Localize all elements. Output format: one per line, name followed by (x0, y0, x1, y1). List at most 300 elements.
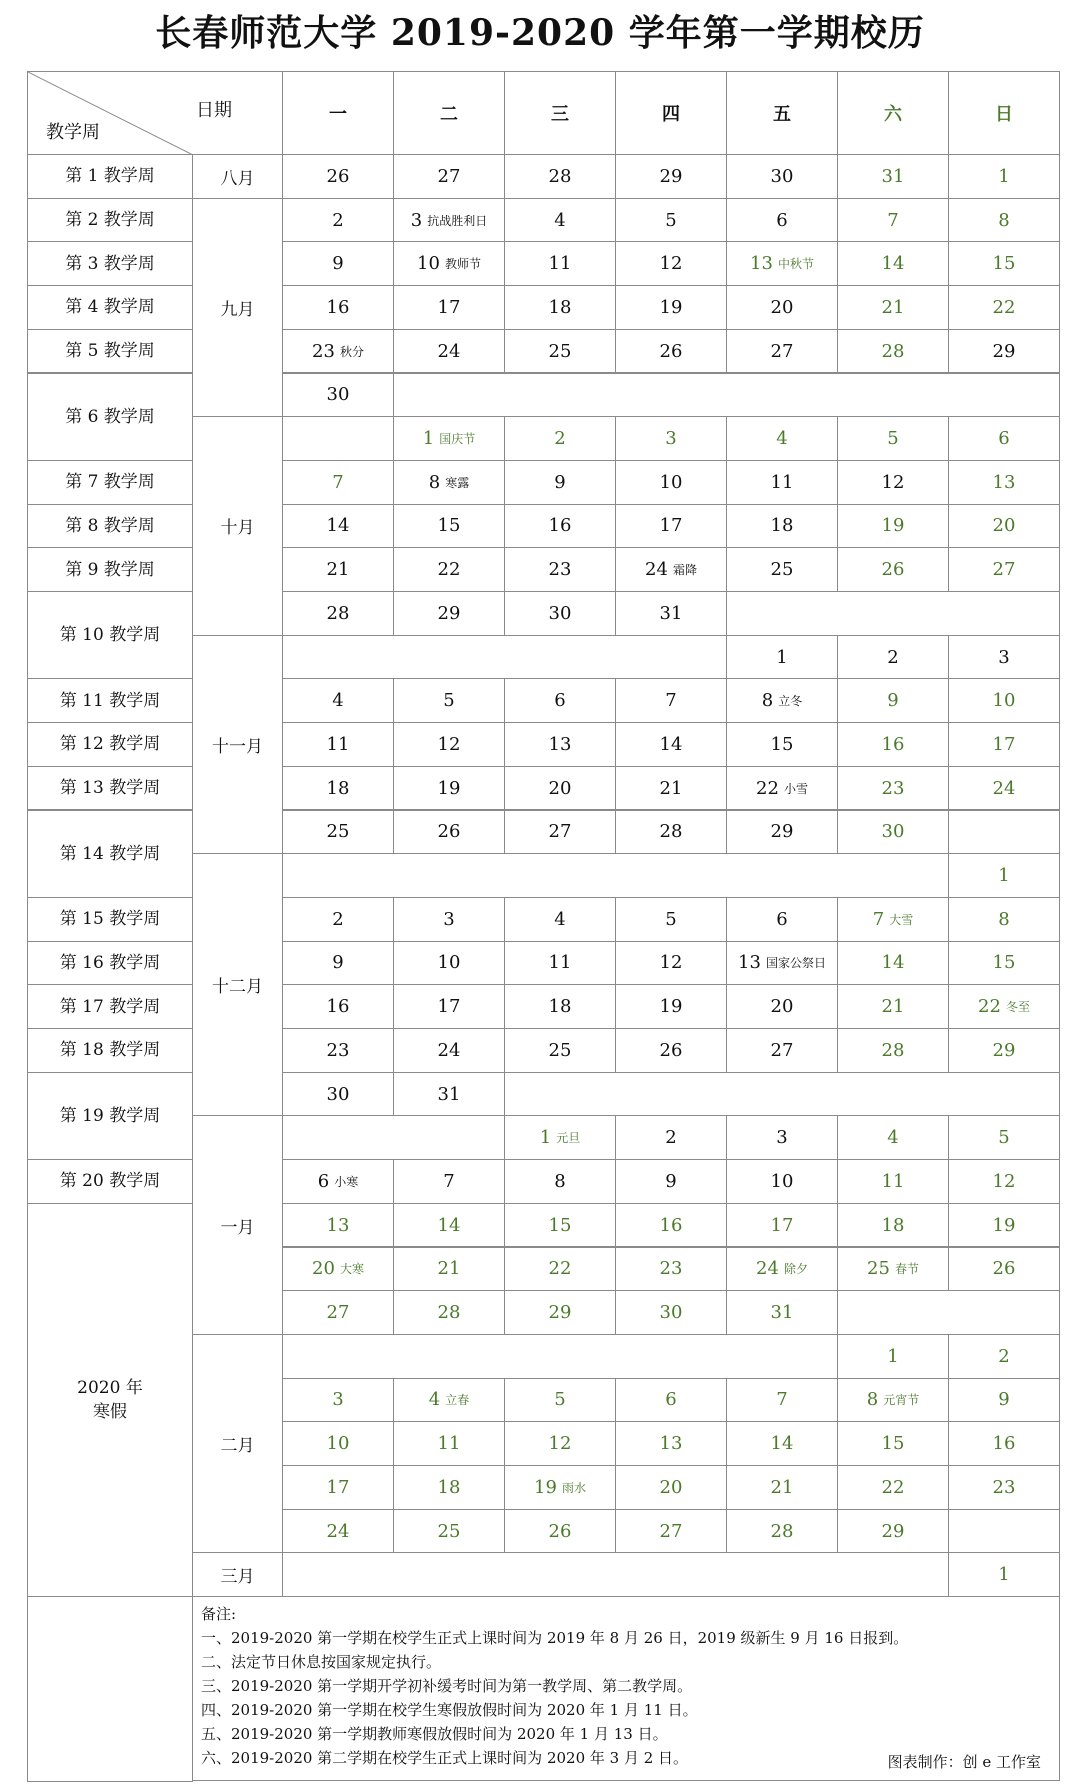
day-cell (504, 984, 616, 1029)
holiday-note: 春节 (894, 1262, 919, 1277)
day-number: 27 (770, 1039, 794, 1061)
holiday-note: 大寒 (339, 1262, 364, 1277)
day-cell (837, 241, 949, 286)
day-number: 16 (659, 1214, 683, 1236)
day-cell (837, 1421, 949, 1466)
header-corner (27, 71, 283, 155)
day-number: 7 (665, 690, 677, 712)
day-number: 12 (548, 1433, 572, 1455)
page-title: 长春师范大学 2019-2020 学年第一学期校历 (155, 12, 925, 54)
day-number: 4 (887, 1127, 899, 1149)
holiday-note: 立冬 (778, 694, 803, 709)
day-number: 13 (738, 952, 761, 974)
day-number: 8 (761, 690, 774, 712)
day-cell (948, 1115, 1060, 1160)
week-label: 第 4 教学周 (27, 285, 193, 330)
day-cell (504, 1028, 616, 1073)
week-label: 第 10 教学周 (27, 591, 193, 679)
day-number: 30 (659, 1302, 683, 1324)
day-cell (837, 1115, 949, 1160)
day-number: 10 (417, 253, 440, 275)
day-cell (504, 285, 616, 330)
weekday-header: 一 (282, 71, 394, 155)
day-number: 27 (770, 340, 794, 362)
day-cell (504, 941, 616, 986)
day-cell (282, 1290, 394, 1335)
day-number: 7 (776, 1389, 788, 1411)
day-cell (837, 285, 949, 330)
day-cell (393, 416, 505, 461)
day-cell (726, 1378, 838, 1423)
day-number: 10 (659, 471, 683, 493)
day-number: 4 (776, 428, 788, 450)
day-cell (504, 897, 616, 942)
day-number: 31 (881, 165, 905, 187)
day-number: 18 (770, 515, 794, 537)
holiday-note: 国庆节 (439, 432, 476, 447)
day-number: 13 (659, 1433, 683, 1455)
month-label: 一月 (192, 1115, 283, 1335)
day-number: 16 (881, 733, 905, 755)
day-cell (726, 1028, 838, 1073)
day-cell (615, 897, 727, 942)
empty-cell (393, 373, 1060, 418)
day-cell (393, 1159, 505, 1204)
day-number: 22 (756, 777, 779, 799)
day-cell (282, 984, 394, 1029)
day-cell (726, 722, 838, 767)
day-number: 6 (998, 428, 1010, 450)
day-cell (948, 766, 1060, 811)
day-cell (837, 722, 949, 767)
day-number: 22 (437, 559, 461, 581)
day-cell (948, 504, 1060, 549)
day-number: 17 (437, 996, 461, 1018)
empty-cell (726, 591, 1060, 636)
day-cell (726, 154, 838, 199)
day-cell (393, 285, 505, 330)
holiday-note: 除夕 (783, 1262, 808, 1277)
day-cell (726, 504, 838, 549)
day-cell (282, 766, 394, 811)
day-number: 19 (437, 777, 461, 799)
day-cell (948, 1334, 1060, 1379)
day-number: 21 (659, 777, 683, 799)
day-number: 28 (659, 821, 683, 843)
note-line: 六、2019-2020 第二学期在校学生正式上课时间为 2020 年 3 月 2 日。 (201, 1749, 689, 1768)
week-label: 第 11 教学周 (27, 678, 193, 723)
day-cell (615, 1421, 727, 1466)
day-number: 7 (887, 209, 899, 231)
day-cell (726, 241, 838, 286)
day-cell (726, 766, 838, 811)
day-cell (837, 1203, 949, 1248)
day-cell (393, 1465, 505, 1510)
holiday-note: 元旦 (556, 1131, 581, 1146)
week-label: 第 15 教学周 (27, 897, 193, 942)
notes-heading: 备注: (201, 1605, 237, 1624)
day-cell (837, 635, 949, 680)
holiday-note: 中秋节 (777, 257, 814, 272)
day-number: 28 (881, 340, 905, 362)
day-number: 1 (776, 646, 788, 668)
day-number: 4 (428, 1389, 441, 1411)
day-number: 1 (887, 1345, 899, 1367)
week-column-bottom (27, 1596, 193, 1782)
day-cell (948, 635, 1060, 680)
day-number: 8 (998, 908, 1010, 930)
week-label: 第 14 教学周 (27, 810, 193, 898)
holiday-note: 雨水 (561, 1480, 586, 1495)
day-number: 20 (770, 296, 794, 318)
week-label: 第 5 教学周 (27, 329, 193, 374)
day-cell (615, 547, 727, 592)
day-number: 30 (548, 602, 572, 624)
day-number: 12 (881, 471, 905, 493)
day-cell (837, 547, 949, 592)
week-label: 第 16 教学周 (27, 941, 193, 986)
day-cell (837, 984, 949, 1029)
day-number: 13 (750, 253, 773, 275)
day-cell (948, 853, 1060, 898)
day-number: 31 (659, 602, 683, 624)
day-cell (948, 1203, 1060, 1248)
day-number: 31 (437, 1083, 461, 1105)
month-label: 三月 (192, 1552, 283, 1597)
day-cell (615, 1203, 727, 1248)
day-number: 24 (437, 340, 461, 362)
day-cell (615, 1028, 727, 1073)
day-cell (948, 941, 1060, 986)
day-cell (504, 766, 616, 811)
weekday-header: 三 (504, 71, 616, 155)
holiday-note: 国家公祭日 (765, 956, 826, 971)
day-number: 15 (437, 515, 461, 537)
day-cell (615, 766, 727, 811)
day-number: 13 (992, 471, 1016, 493)
note-line: 三、2019-2020 第一学期开学初补缓考时间为第一教学周、第二教学周。 (201, 1677, 693, 1696)
day-number: 16 (326, 296, 350, 318)
day-number: 8 (428, 471, 441, 493)
empty-cell (948, 1509, 1060, 1554)
day-number: 2 (887, 646, 899, 668)
holiday-note: 元宵节 (883, 1393, 920, 1408)
day-number: 9 (332, 952, 344, 974)
day-cell (393, 766, 505, 811)
day-cell (615, 285, 727, 330)
day-cell (837, 941, 949, 986)
day-cell (615, 678, 727, 723)
day-number: 19 (992, 1214, 1016, 1236)
day-cell (282, 547, 394, 592)
day-cell (282, 1465, 394, 1510)
day-number: 15 (992, 253, 1016, 275)
day-number: 18 (881, 1214, 905, 1236)
month-label: 十一月 (192, 635, 283, 855)
day-number: 1 (998, 865, 1010, 887)
notes-box (192, 1596, 1060, 1781)
day-number: 4 (554, 908, 566, 930)
day-number: 27 (437, 165, 461, 187)
day-number: 9 (554, 471, 566, 493)
day-number: 14 (770, 1433, 794, 1455)
day-number: 23 (326, 1039, 350, 1061)
day-cell (726, 1203, 838, 1248)
day-cell (726, 460, 838, 505)
day-number: 20 (770, 996, 794, 1018)
holiday-note: 小寒 (334, 1174, 359, 1189)
day-number: 2 (665, 1127, 677, 1149)
day-number: 10 (437, 952, 461, 974)
day-number: 14 (881, 952, 905, 974)
day-number: 12 (992, 1170, 1016, 1192)
day-number: 23 (881, 777, 905, 799)
day-number: 17 (659, 515, 683, 537)
day-number: 21 (437, 1258, 461, 1280)
day-number: 26 (326, 165, 350, 187)
day-number: 30 (326, 384, 350, 406)
day-number: 28 (326, 602, 350, 624)
day-number: 2 (332, 209, 344, 231)
day-number: 4 (332, 690, 344, 712)
day-cell (282, 285, 394, 330)
day-cell (837, 1159, 949, 1204)
day-number: 5 (665, 209, 677, 231)
day-number: 26 (659, 340, 683, 362)
day-number: 18 (548, 296, 572, 318)
day-number: 17 (992, 733, 1016, 755)
day-cell (837, 1247, 949, 1292)
day-cell (504, 241, 616, 286)
day-cell (726, 635, 838, 680)
day-number: 5 (665, 908, 677, 930)
empty-cell (282, 1552, 949, 1597)
day-number: 16 (548, 515, 572, 537)
day-cell (282, 329, 394, 374)
week-label: 第 13 教学周 (27, 766, 193, 811)
day-cell (393, 1509, 505, 1554)
day-cell (393, 1072, 505, 1117)
day-cell (504, 1247, 616, 1292)
day-number: 6 (776, 908, 788, 930)
day-number: 7 (443, 1170, 455, 1192)
day-cell (393, 1028, 505, 1073)
day-cell (948, 1378, 1060, 1423)
day-cell (726, 1115, 838, 1160)
day-number: 22 (992, 296, 1016, 318)
day-number: 14 (437, 1214, 461, 1236)
day-cell (615, 329, 727, 374)
day-cell (393, 1247, 505, 1292)
day-cell (282, 241, 394, 286)
day-number: 6 (317, 1170, 330, 1192)
day-cell (837, 416, 949, 461)
day-number: 1 (539, 1127, 552, 1149)
day-number: 28 (881, 1039, 905, 1061)
day-number: 1 (422, 428, 435, 450)
day-cell (282, 1378, 394, 1423)
day-cell (393, 329, 505, 374)
empty-cell (837, 1290, 1060, 1335)
day-number: 25 (867, 1258, 890, 1280)
day-cell (282, 373, 394, 418)
day-number: 12 (659, 253, 683, 275)
day-cell (615, 241, 727, 286)
day-cell (726, 1509, 838, 1554)
day-number: 24 (437, 1039, 461, 1061)
credit-text: 图表制作：创 e 工作室 (887, 1752, 1041, 1771)
day-number: 11 (881, 1170, 905, 1192)
holiday-note: 小雪 (783, 781, 808, 796)
day-number: 5 (443, 690, 455, 712)
day-number: 5 (554, 1389, 566, 1411)
day-number: 25 (548, 340, 572, 362)
day-number: 27 (992, 559, 1016, 581)
day-cell (504, 416, 616, 461)
day-number: 23 (312, 340, 335, 362)
weekday-header: 日 (948, 71, 1060, 155)
day-cell (504, 678, 616, 723)
day-cell (282, 810, 394, 855)
day-number: 4 (554, 209, 566, 231)
day-cell (393, 504, 505, 549)
day-number: 20 (659, 1476, 683, 1498)
day-number: 11 (437, 1433, 461, 1455)
day-number: 3 (776, 1127, 788, 1149)
day-number: 3 (332, 1389, 344, 1411)
day-cell (615, 1159, 727, 1204)
day-number: 21 (326, 559, 350, 581)
day-cell (615, 198, 727, 243)
day-number: 19 (659, 296, 683, 318)
weekday-header: 二 (393, 71, 505, 155)
week-label: 第 2 教学周 (27, 198, 193, 243)
day-cell (726, 416, 838, 461)
day-cell (948, 198, 1060, 243)
day-cell (393, 984, 505, 1029)
day-number: 28 (437, 1302, 461, 1324)
week-label: 第 18 教学周 (27, 1028, 193, 1073)
day-cell (504, 504, 616, 549)
day-number: 10 (770, 1170, 794, 1192)
day-number: 2 (332, 908, 344, 930)
day-number: 26 (548, 1520, 572, 1542)
date-column-label: 日期 (196, 100, 232, 121)
day-number: 29 (437, 602, 461, 624)
day-cell (837, 504, 949, 549)
day-cell (837, 154, 949, 199)
day-cell (615, 984, 727, 1029)
day-number: 5 (887, 428, 899, 450)
day-cell (282, 897, 394, 942)
empty-cell (948, 810, 1060, 855)
day-number: 22 (978, 996, 1001, 1018)
day-cell (948, 1465, 1060, 1510)
day-cell (282, 1247, 394, 1292)
day-cell (948, 1159, 1060, 1204)
day-number: 27 (659, 1520, 683, 1542)
month-label: 十二月 (192, 853, 283, 1116)
day-cell (726, 1465, 838, 1510)
day-cell (837, 1465, 949, 1510)
day-cell (393, 241, 505, 286)
day-number: 9 (332, 253, 344, 275)
day-cell (948, 678, 1060, 723)
day-cell (393, 941, 505, 986)
day-cell (726, 897, 838, 942)
day-number: 28 (548, 165, 572, 187)
day-cell (282, 504, 394, 549)
day-cell (504, 1290, 616, 1335)
holiday-note: 冬至 (1005, 1000, 1030, 1015)
day-number: 22 (548, 1258, 572, 1280)
day-cell (504, 810, 616, 855)
day-number: 16 (992, 1433, 1016, 1455)
day-number: 25 (548, 1039, 572, 1061)
day-number: 24 (326, 1520, 350, 1542)
day-number: 23 (659, 1258, 683, 1280)
day-number: 1 (998, 1564, 1010, 1586)
day-cell (615, 460, 727, 505)
day-number: 21 (881, 296, 905, 318)
note-line: 五、2019-2020 第一学期教师寒假放假时间为 2020 年 1 月 13 日。 (201, 1725, 668, 1744)
day-cell (504, 198, 616, 243)
day-number: 14 (326, 515, 350, 537)
note-line: 四、2019-2020 第一学期在校学生寒假放假时间为 2020 年 1 月 11 日。 (201, 1701, 698, 1720)
day-cell (726, 1247, 838, 1292)
day-number: 24 (756, 1258, 779, 1280)
day-cell (282, 1203, 394, 1248)
day-cell (948, 722, 1060, 767)
day-number: 11 (326, 733, 350, 755)
weekday-header: 五 (726, 71, 838, 155)
day-number: 19 (534, 1476, 557, 1498)
day-number: 15 (881, 1433, 905, 1455)
week-label: 第 1 教学周 (27, 154, 193, 199)
day-cell (615, 722, 727, 767)
day-cell (615, 1290, 727, 1335)
day-cell (726, 329, 838, 374)
day-number: 26 (992, 1258, 1016, 1280)
day-cell (504, 1421, 616, 1466)
day-cell (615, 504, 727, 549)
day-number: 14 (881, 253, 905, 275)
day-cell (393, 1203, 505, 1248)
day-cell (615, 1509, 727, 1554)
day-number: 23 (992, 1476, 1016, 1498)
week-label: 第 9 教学周 (27, 547, 193, 592)
day-number: 14 (659, 733, 683, 755)
day-cell (948, 547, 1060, 592)
week-label: 2020 年 寒假 (27, 1203, 193, 1597)
day-cell (504, 1465, 616, 1510)
day-cell (948, 285, 1060, 330)
day-number: 5 (998, 1127, 1010, 1149)
day-cell (282, 1509, 394, 1554)
day-number: 26 (437, 821, 461, 843)
day-cell (837, 810, 949, 855)
day-cell (837, 1509, 949, 1554)
day-number: 11 (548, 952, 572, 974)
day-number: 9 (998, 1389, 1010, 1411)
holiday-note: 教师节 (444, 257, 481, 272)
day-cell (615, 1247, 727, 1292)
day-number: 20 (548, 777, 572, 799)
empty-cell (282, 1334, 838, 1379)
day-number: 2 (554, 428, 566, 450)
day-number: 8 (998, 209, 1010, 231)
day-cell (726, 1421, 838, 1466)
